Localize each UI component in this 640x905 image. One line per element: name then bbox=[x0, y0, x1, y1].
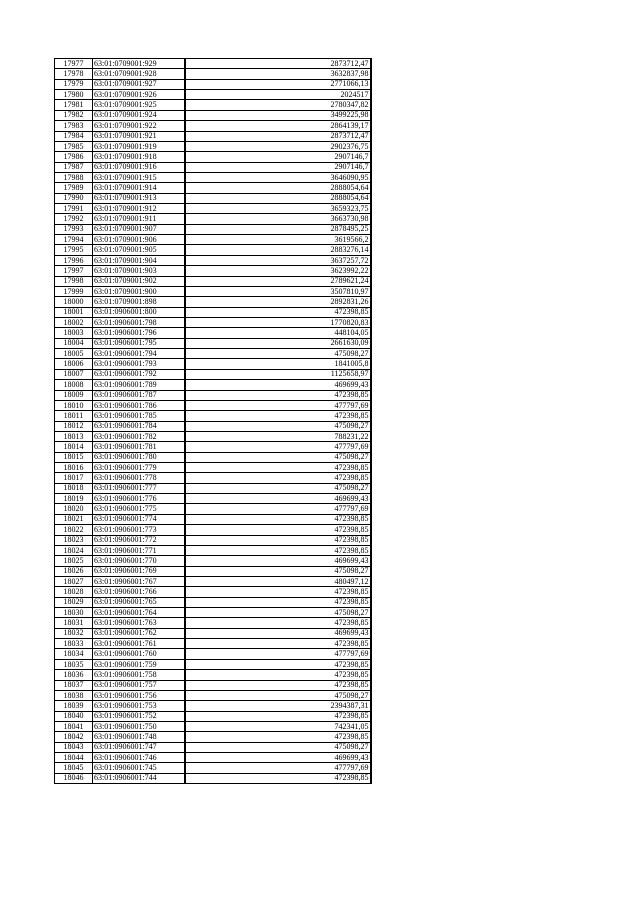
table-row bbox=[55, 276, 371, 286]
row-number-cell: 17991 bbox=[55, 204, 93, 214]
cadastral-value-cell: 2864139,17 bbox=[185, 121, 371, 131]
cadastral-number-cell: 63:01:0709001:925 bbox=[93, 100, 185, 110]
table-row bbox=[55, 214, 371, 224]
cadastral-value-cell: 3499225,98 bbox=[185, 110, 371, 120]
row-number-cell: 18036 bbox=[55, 670, 93, 680]
cadastral-number-cell: 63:01:0906001:759 bbox=[93, 659, 185, 669]
row-number-cell: 18022 bbox=[55, 525, 93, 535]
cadastral-value-cell: 469699,43 bbox=[185, 556, 371, 566]
cadastral-number-cell: 63:01:0709001:915 bbox=[93, 172, 185, 182]
row-number-cell: 18033 bbox=[55, 639, 93, 649]
table-row bbox=[55, 659, 371, 669]
cadastral-number-cell: 63:01:0906001:793 bbox=[93, 359, 185, 369]
row-number-cell: 18043 bbox=[55, 742, 93, 752]
cadastral-value-cell: 472398,85 bbox=[185, 597, 371, 607]
row-number-cell: 17988 bbox=[55, 172, 93, 182]
row-number-cell: 18023 bbox=[55, 535, 93, 545]
cadastral-number-cell: 63:01:0709001:922 bbox=[93, 121, 185, 131]
table-row bbox=[55, 359, 371, 369]
cadastral-number-cell: 63:01:0906001:764 bbox=[93, 608, 185, 618]
row-number-cell: 18044 bbox=[55, 753, 93, 763]
row-number-cell: 18007 bbox=[55, 369, 93, 379]
table-row bbox=[55, 193, 371, 203]
table-row bbox=[55, 307, 371, 317]
table-row bbox=[55, 545, 371, 555]
table-row bbox=[55, 535, 371, 545]
cadastral-value-cell: 475098,27 bbox=[185, 742, 371, 752]
cadastral-value-cell: 477797,69 bbox=[185, 504, 371, 514]
table-row bbox=[55, 514, 371, 524]
table-row bbox=[55, 224, 371, 234]
cadastral-value-cell: 469699,43 bbox=[185, 494, 371, 504]
cadastral-number-cell: 63:01:0709001:921 bbox=[93, 131, 185, 141]
cadastral-value-cell: 469699,43 bbox=[185, 628, 371, 638]
row-number-cell: 18019 bbox=[55, 494, 93, 504]
cadastral-value-cell: 472398,85 bbox=[185, 639, 371, 649]
row-number-cell: 18040 bbox=[55, 711, 93, 721]
row-number-cell: 18018 bbox=[55, 483, 93, 493]
cadastral-number-cell: 63:01:0906001:770 bbox=[93, 556, 185, 566]
table-row bbox=[55, 90, 371, 100]
cadastral-value-cell: 472398,85 bbox=[185, 618, 371, 628]
row-number-cell: 18034 bbox=[55, 649, 93, 659]
cadastral-value-cell: 2873712,47 bbox=[185, 131, 371, 141]
row-number-cell: 17987 bbox=[55, 162, 93, 172]
table-row bbox=[55, 204, 371, 214]
table-row bbox=[55, 297, 371, 307]
cadastral-number-cell: 63:01:0709001:907 bbox=[93, 224, 185, 234]
table-row bbox=[55, 380, 371, 390]
row-number-cell: 18045 bbox=[55, 763, 93, 773]
cadastral-number-cell: 63:01:0906001:747 bbox=[93, 742, 185, 752]
row-number-cell: 18026 bbox=[55, 566, 93, 576]
cadastral-value-cell: 472398,85 bbox=[185, 514, 371, 524]
row-number-cell: 18039 bbox=[55, 701, 93, 711]
table-row bbox=[55, 369, 371, 379]
table-row bbox=[55, 79, 371, 89]
row-number-cell: 18030 bbox=[55, 608, 93, 618]
table-row bbox=[55, 245, 371, 255]
cadastral-number-cell: 63:01:0906001:776 bbox=[93, 494, 185, 504]
cadastral-number-cell: 63:01:0906001:752 bbox=[93, 711, 185, 721]
row-number-cell: 17981 bbox=[55, 100, 93, 110]
cadastral-number-cell: 63:01:0709001:900 bbox=[93, 286, 185, 296]
cadastral-number-cell: 63:01:0906001:796 bbox=[93, 328, 185, 338]
row-number-cell: 18012 bbox=[55, 421, 93, 431]
cadastral-number-cell: 63:01:0906001:748 bbox=[93, 732, 185, 742]
row-number-cell: 17999 bbox=[55, 286, 93, 296]
table-row bbox=[55, 59, 371, 69]
cadastral-number-cell: 63:01:0709001:906 bbox=[93, 235, 185, 245]
cadastral-number-cell: 63:01:0906001:772 bbox=[93, 535, 185, 545]
cadastral-value-cell: 472398,85 bbox=[185, 535, 371, 545]
cadastral-number-cell: 63:01:0709001:902 bbox=[93, 276, 185, 286]
cadastral-number-cell: 63:01:0906001:780 bbox=[93, 452, 185, 462]
row-number-cell: 17996 bbox=[55, 255, 93, 265]
table-row bbox=[55, 421, 371, 431]
cadastral-number-cell: 63:01:0906001:762 bbox=[93, 628, 185, 638]
table-row bbox=[55, 732, 371, 742]
table-row bbox=[55, 763, 371, 773]
cadastral-number-cell: 63:01:0906001:787 bbox=[93, 390, 185, 400]
row-number-cell: 17985 bbox=[55, 141, 93, 151]
row-number-cell: 18000 bbox=[55, 297, 93, 307]
table-row bbox=[55, 722, 371, 732]
row-number-cell: 17990 bbox=[55, 193, 93, 203]
table-row bbox=[55, 286, 371, 296]
table-row bbox=[55, 110, 371, 120]
cadastral-value-cell: 2888054,64 bbox=[185, 193, 371, 203]
cadastral-value-cell: 472398,85 bbox=[185, 525, 371, 535]
row-number-cell: 17989 bbox=[55, 183, 93, 193]
cadastral-number-cell: 63:01:0906001:777 bbox=[93, 483, 185, 493]
cadastral-value-cell: 2024517 bbox=[185, 90, 371, 100]
row-number-cell: 18002 bbox=[55, 317, 93, 327]
table-row bbox=[55, 411, 371, 421]
table-row bbox=[55, 618, 371, 628]
cadastral-number-cell: 63:01:0906001:769 bbox=[93, 566, 185, 576]
cadastral-value-cell: 475098,27 bbox=[185, 349, 371, 359]
cadastral-number-cell: 63:01:0906001:750 bbox=[93, 722, 185, 732]
cadastral-value-cell: 788231,22 bbox=[185, 431, 371, 441]
cadastral-value-cell: 472398,85 bbox=[185, 773, 371, 783]
cadastral-value-cell: 477797,69 bbox=[185, 763, 371, 773]
row-number-cell: 18029 bbox=[55, 597, 93, 607]
row-number-cell: 18008 bbox=[55, 380, 93, 390]
table-row bbox=[55, 587, 371, 597]
row-number-cell: 18035 bbox=[55, 659, 93, 669]
table-row bbox=[55, 152, 371, 162]
row-number-cell: 18031 bbox=[55, 618, 93, 628]
table-row bbox=[55, 649, 371, 659]
row-number-cell: 17994 bbox=[55, 235, 93, 245]
row-number-cell: 18017 bbox=[55, 473, 93, 483]
cadastral-value-cell: 2883276,14 bbox=[185, 245, 371, 255]
cadastral-number-cell: 63:01:0906001:800 bbox=[93, 307, 185, 317]
row-number-cell: 18032 bbox=[55, 628, 93, 638]
row-number-cell: 18011 bbox=[55, 411, 93, 421]
table-row bbox=[55, 390, 371, 400]
row-number-cell: 18006 bbox=[55, 359, 93, 369]
table-row bbox=[55, 639, 371, 649]
cadastral-value-cell: 472398,85 bbox=[185, 670, 371, 680]
cadastral-value-cell: 3646090,95 bbox=[185, 172, 371, 182]
cadastral-number-cell: 63:01:0709001:926 bbox=[93, 90, 185, 100]
cadastral-value-cell: 480497,12 bbox=[185, 576, 371, 586]
cadastral-value-cell: 469699,43 bbox=[185, 753, 371, 763]
cadastral-value-cell: 3659323,75 bbox=[185, 204, 371, 214]
cadastral-value-cell: 3619566,2 bbox=[185, 235, 371, 245]
cadastral-number-cell: 63:01:0906001:760 bbox=[93, 649, 185, 659]
table-row bbox=[55, 483, 371, 493]
table-row bbox=[55, 753, 371, 763]
row-number-cell: 17986 bbox=[55, 152, 93, 162]
cadastral-number-cell: 63:01:0709001:913 bbox=[93, 193, 185, 203]
table-row bbox=[55, 183, 371, 193]
cadastral-number-cell: 63:01:0906001:756 bbox=[93, 690, 185, 700]
cadastral-value-cell: 472398,85 bbox=[185, 473, 371, 483]
cadastral-number-cell: 63:01:0906001:781 bbox=[93, 442, 185, 452]
cadastral-number-cell: 63:01:0906001:782 bbox=[93, 431, 185, 441]
table-row bbox=[55, 566, 371, 576]
row-number-cell: 18028 bbox=[55, 587, 93, 597]
cadastral-number-cell: 63:01:0906001:789 bbox=[93, 380, 185, 390]
table-row bbox=[55, 266, 371, 276]
cadastral-value-cell: 1841005,8 bbox=[185, 359, 371, 369]
cadastral-number-cell: 63:01:0906001:763 bbox=[93, 618, 185, 628]
table-row bbox=[55, 494, 371, 504]
cadastral-number-cell: 63:01:0709001:929 bbox=[93, 59, 185, 69]
cadastral-value-cell: 475098,27 bbox=[185, 690, 371, 700]
row-number-cell: 17982 bbox=[55, 110, 93, 120]
cadastral-value-cell: 2907146,7 bbox=[185, 162, 371, 172]
table-row bbox=[55, 690, 371, 700]
table-row bbox=[55, 317, 371, 327]
cadastral-value-table bbox=[54, 58, 372, 784]
row-number-cell: 18013 bbox=[55, 431, 93, 441]
table-row bbox=[55, 255, 371, 265]
cadastral-value-cell: 2878495,25 bbox=[185, 224, 371, 234]
cadastral-value-cell: 2888054,64 bbox=[185, 183, 371, 193]
cadastral-value-cell: 475098,27 bbox=[185, 566, 371, 576]
row-number-cell: 17993 bbox=[55, 224, 93, 234]
cadastral-number-cell: 63:01:0709001:916 bbox=[93, 162, 185, 172]
cadastral-value-cell: 3507810,97 bbox=[185, 286, 371, 296]
cadastral-value-cell: 472398,85 bbox=[185, 680, 371, 690]
table-row bbox=[55, 338, 371, 348]
cadastral-value-cell: 3623992,22 bbox=[185, 266, 371, 276]
cadastral-value-cell: 448104,05 bbox=[185, 328, 371, 338]
table-row bbox=[55, 773, 371, 783]
cadastral-number-cell: 63:01:0709001:903 bbox=[93, 266, 185, 276]
row-number-cell: 18024 bbox=[55, 545, 93, 555]
cadastral-value-cell: 742341,05 bbox=[185, 722, 371, 732]
row-number-cell: 17984 bbox=[55, 131, 93, 141]
cadastral-value-cell: 472398,85 bbox=[185, 587, 371, 597]
cadastral-value-cell: 2771066,13 bbox=[185, 79, 371, 89]
row-number-cell: 18041 bbox=[55, 722, 93, 732]
row-number-cell: 18046 bbox=[55, 773, 93, 783]
cadastral-number-cell: 63:01:0709001:911 bbox=[93, 214, 185, 224]
cadastral-number-cell: 63:01:0709001:905 bbox=[93, 245, 185, 255]
cadastral-number-cell: 63:01:0906001:778 bbox=[93, 473, 185, 483]
row-number-cell: 18010 bbox=[55, 400, 93, 410]
cadastral-number-cell: 63:01:0709001:904 bbox=[93, 255, 185, 265]
cadastral-value-cell: 1770820,83 bbox=[185, 317, 371, 327]
cadastral-value-cell: 472398,85 bbox=[185, 732, 371, 742]
table-row bbox=[55, 235, 371, 245]
table-row bbox=[55, 431, 371, 441]
cadastral-value-cell: 475098,27 bbox=[185, 421, 371, 431]
cadastral-number-cell: 63:01:0709001:924 bbox=[93, 110, 185, 120]
cadastral-value-cell: 477797,69 bbox=[185, 649, 371, 659]
table-row bbox=[55, 141, 371, 151]
cadastral-number-cell: 63:01:0906001:775 bbox=[93, 504, 185, 514]
row-number-cell: 17979 bbox=[55, 79, 93, 89]
cadastral-number-cell: 63:01:0906001:784 bbox=[93, 421, 185, 431]
row-number-cell: 18042 bbox=[55, 732, 93, 742]
cadastral-value-cell: 1125658,97 bbox=[185, 369, 371, 379]
table-row bbox=[55, 742, 371, 752]
cadastral-number-cell: 63:01:0906001:761 bbox=[93, 639, 185, 649]
cadastral-value-cell: 477797,69 bbox=[185, 442, 371, 452]
table-row bbox=[55, 680, 371, 690]
cadastral-number-cell: 63:01:0709001:912 bbox=[93, 204, 185, 214]
table-row bbox=[55, 452, 371, 462]
cadastral-number-cell: 63:01:0709001:914 bbox=[93, 183, 185, 193]
table-row bbox=[55, 711, 371, 721]
cadastral-number-cell: 63:01:0906001:753 bbox=[93, 701, 185, 711]
cadastral-value-cell: 2394387,31 bbox=[185, 701, 371, 711]
cadastral-value-cell: 472398,85 bbox=[185, 411, 371, 421]
table-row bbox=[55, 349, 371, 359]
table-row bbox=[55, 328, 371, 338]
cadastral-number-cell: 63:01:0906001:766 bbox=[93, 587, 185, 597]
row-number-cell: 17997 bbox=[55, 266, 93, 276]
row-number-cell: 18037 bbox=[55, 680, 93, 690]
cadastral-value-cell: 472398,85 bbox=[185, 307, 371, 317]
table-row bbox=[55, 701, 371, 711]
table-row bbox=[55, 628, 371, 638]
row-number-cell: 18005 bbox=[55, 349, 93, 359]
row-number-cell: 17980 bbox=[55, 90, 93, 100]
cadastral-number-cell: 63:01:0906001:758 bbox=[93, 670, 185, 680]
table-row bbox=[55, 597, 371, 607]
table-row bbox=[55, 525, 371, 535]
cadastral-value-cell: 2907146,7 bbox=[185, 152, 371, 162]
table-row bbox=[55, 131, 371, 141]
cadastral-value-cell: 472398,85 bbox=[185, 390, 371, 400]
cadastral-value-cell: 475098,27 bbox=[185, 483, 371, 493]
cadastral-number-cell: 63:01:0906001:745 bbox=[93, 763, 185, 773]
row-number-cell: 18014 bbox=[55, 442, 93, 452]
cadastral-number-cell: 63:01:0906001:767 bbox=[93, 576, 185, 586]
cadastral-number-cell: 63:01:0709001:898 bbox=[93, 297, 185, 307]
cadastral-value-cell: 3632837,98 bbox=[185, 69, 371, 79]
table-row bbox=[55, 100, 371, 110]
cadastral-number-cell: 63:01:0906001:792 bbox=[93, 369, 185, 379]
cadastral-value-cell: 2902376,75 bbox=[185, 141, 371, 151]
cadastral-value-cell: 472398,85 bbox=[185, 711, 371, 721]
cadastral-number-cell: 63:01:0709001:919 bbox=[93, 141, 185, 151]
cadastral-number-cell: 63:01:0906001:773 bbox=[93, 525, 185, 535]
cadastral-value-cell: 2789621,24 bbox=[185, 276, 371, 286]
cadastral-value-cell: 469699,43 bbox=[185, 380, 371, 390]
cadastral-number-cell: 63:01:0906001:757 bbox=[93, 680, 185, 690]
cadastral-value-cell: 2873712,47 bbox=[185, 59, 371, 69]
table-row bbox=[55, 172, 371, 182]
table-row bbox=[55, 670, 371, 680]
row-number-cell: 18020 bbox=[55, 504, 93, 514]
table-row bbox=[55, 556, 371, 566]
row-number-cell: 17995 bbox=[55, 245, 93, 255]
cadastral-value-cell: 477797,69 bbox=[185, 400, 371, 410]
table-row bbox=[55, 162, 371, 172]
cadastral-number-cell: 63:01:0906001:771 bbox=[93, 545, 185, 555]
cadastral-number-cell: 63:01:0906001:795 bbox=[93, 338, 185, 348]
row-number-cell: 18038 bbox=[55, 690, 93, 700]
cadastral-number-cell: 63:01:0906001:744 bbox=[93, 773, 185, 783]
row-number-cell: 18001 bbox=[55, 307, 93, 317]
row-number-cell: 18025 bbox=[55, 556, 93, 566]
table-row bbox=[55, 400, 371, 410]
cadastral-value-cell: 3637257,72 bbox=[185, 255, 371, 265]
row-number-cell: 18003 bbox=[55, 328, 93, 338]
row-number-cell: 18016 bbox=[55, 463, 93, 473]
row-number-cell: 17977 bbox=[55, 59, 93, 69]
cadastral-number-cell: 63:01:0709001:918 bbox=[93, 152, 185, 162]
cadastral-value-cell: 2780347,82 bbox=[185, 100, 371, 110]
cadastral-value-cell: 475098,27 bbox=[185, 608, 371, 618]
cadastral-value-cell: 472398,85 bbox=[185, 463, 371, 473]
row-number-cell: 18027 bbox=[55, 576, 93, 586]
cadastral-value-cell: 472398,85 bbox=[185, 659, 371, 669]
row-number-cell: 17998 bbox=[55, 276, 93, 286]
cadastral-value-cell: 472398,85 bbox=[185, 545, 371, 555]
cadastral-number-cell: 63:01:0709001:927 bbox=[93, 79, 185, 89]
cadastral-value-cell: 2892831,26 bbox=[185, 297, 371, 307]
cadastral-number-cell: 63:01:0709001:928 bbox=[93, 69, 185, 79]
row-number-cell: 18021 bbox=[55, 514, 93, 524]
cadastral-number-cell: 63:01:0906001:746 bbox=[93, 753, 185, 763]
cadastral-number-cell: 63:01:0906001:779 bbox=[93, 463, 185, 473]
table-row bbox=[55, 121, 371, 131]
table-row bbox=[55, 608, 371, 618]
table-row bbox=[55, 473, 371, 483]
table-row bbox=[55, 576, 371, 586]
cadastral-value-cell: 3663730,98 bbox=[185, 214, 371, 224]
row-number-cell: 17992 bbox=[55, 214, 93, 224]
cadastral-number-cell: 63:01:0906001:785 bbox=[93, 411, 185, 421]
cadastral-number-cell: 63:01:0906001:765 bbox=[93, 597, 185, 607]
table-row bbox=[55, 69, 371, 79]
row-number-cell: 18004 bbox=[55, 338, 93, 348]
cadastral-number-cell: 63:01:0906001:774 bbox=[93, 514, 185, 524]
cadastral-value-cell: 2661630,09 bbox=[185, 338, 371, 348]
table-body bbox=[55, 59, 371, 784]
table-row bbox=[55, 504, 371, 514]
cadastral-number-cell: 63:01:0906001:794 bbox=[93, 349, 185, 359]
row-number-cell: 17978 bbox=[55, 69, 93, 79]
table-row bbox=[55, 463, 371, 473]
table-row bbox=[55, 442, 371, 452]
row-number-cell: 18009 bbox=[55, 390, 93, 400]
cadastral-number-cell: 63:01:0906001:798 bbox=[93, 317, 185, 327]
row-number-cell: 18015 bbox=[55, 452, 93, 462]
row-number-cell: 17983 bbox=[55, 121, 93, 131]
cadastral-number-cell: 63:01:0906001:786 bbox=[93, 400, 185, 410]
cadastral-value-cell: 475098,27 bbox=[185, 452, 371, 462]
